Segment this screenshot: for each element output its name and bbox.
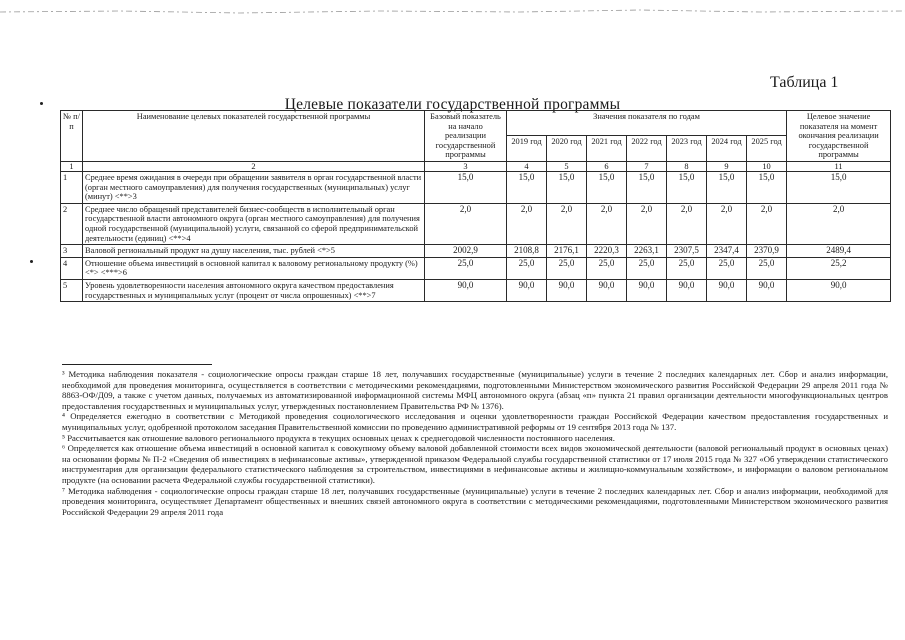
year-value: 25,0	[667, 257, 707, 279]
year-value: 2347,4	[707, 245, 747, 258]
target-value: 2489,4	[787, 245, 891, 258]
target-value: 90,0	[787, 279, 891, 301]
year-value: 25,0	[707, 257, 747, 279]
column-index: 1	[61, 161, 83, 171]
year-value: 2,0	[707, 203, 747, 244]
header-year: 2020 год	[547, 136, 587, 161]
table-row	[61, 257, 891, 279]
year-value: 2,0	[627, 203, 667, 244]
year-value: 15,0	[547, 171, 587, 203]
header-year: 2024 год	[707, 136, 747, 161]
base-value: 25,0	[425, 257, 507, 279]
header-no: № п/п	[61, 111, 83, 162]
column-index: 5	[547, 161, 587, 171]
table-row	[61, 203, 891, 244]
document-title: Целевые показатели государственной программы	[284, 96, 621, 113]
header-name: Наименование целевых показателей государственной программы	[83, 111, 425, 162]
header-year: 2022 год	[627, 136, 667, 161]
year-value: 90,0	[547, 279, 587, 301]
year-value: 2,0	[587, 203, 627, 244]
header-year: 2021 год	[587, 136, 627, 161]
column-index: 10	[747, 161, 787, 171]
target-value: 2,0	[787, 203, 891, 244]
indicator-name: Среднее время ожидания в очереди при обращении заявителя в орган государственной власти (орган местного самоуправления) для получения государственных (муниципальных) услуг (минут) <**>3	[83, 171, 425, 203]
base-value: 2002,9	[425, 245, 507, 258]
year-value: 15,0	[707, 171, 747, 203]
year-value: 2263,1	[627, 245, 667, 258]
year-value: 90,0	[507, 279, 547, 301]
footnote-6: ⁶ Определяется как отношение объема инвестиций в основной капитал к совокупному объему валовой добавленной стоимости всех видов экономической деятельности (валовой региональный продукт в основных ценах) на основании формы № П-2 «Сведения об инвестициях в нефинансовые активы», утвержденной приказом Федеральной службы государственной статистики от 17 июля 2015 года № 327 «Об утверждении статистического инструментария для организации федерального статистического наблюдения за строительством, инвестициями в нефинансовые активы и жилищно-коммунальным хозяйством», и информации о валовом региональном продукте (на основании расчета Федеральной службы государственной статистики).	[62, 443, 888, 485]
year-value: 2,0	[507, 203, 547, 244]
year-value: 2,0	[547, 203, 587, 244]
indicator-name: Отношение объема инвестиций в основной капитал к валовому региональному продукту (%) <*> <***>6	[83, 257, 425, 279]
header-row	[61, 111, 891, 136]
table-label: Таблица 1	[770, 74, 839, 91]
base-value: 15,0	[425, 171, 507, 203]
year-value: 90,0	[707, 279, 747, 301]
year-value: 2108,8	[507, 245, 547, 258]
footnote-5: ⁵ Рассчитывается как отношение валового регионального продукта в текущих основных ценах к среднегодовой численности постоянного населения.	[62, 432, 615, 443]
year-value: 25,0	[547, 257, 587, 279]
year-value: 2370,9	[747, 245, 787, 258]
column-index: 2	[83, 161, 425, 171]
year-value: 2307,5	[667, 245, 707, 258]
footnote-3: ³ Методика наблюдения показателя - социологические опросы граждан старше 18 лет, получавших государственные (муниципальные) услуги в течение 2 последних календарных лет. Сбор и анализ информации, необходимой для проведения мониторинга, осуществляется в соответствии с методическими рекомендациями, подготовленными Министерством экономического развития Российской Федерации 29 апреля 2011 года № 8863-ОФ/Д09, а также с учетом данных, получаемых из автоматизированной информационной системы МФЦ автономного округа (абзац «п» пункта 21 правил организации деятельности многофункциональных центров предоставления государственных и муниципальных услуг, утвержденных постановлением Правительства РФ № 1376).	[62, 369, 888, 411]
header-by-years: Значения показателя по годам	[507, 111, 787, 136]
column-index: 9	[707, 161, 747, 171]
column-index: 4	[507, 161, 547, 171]
year-value: 25,0	[627, 257, 667, 279]
year-value: 25,0	[587, 257, 627, 279]
column-index: 6	[587, 161, 627, 171]
row-number: 5	[61, 279, 83, 301]
year-value: 15,0	[667, 171, 707, 203]
year-value: 2176,1	[547, 245, 587, 258]
header-year: 2025 год	[747, 136, 787, 161]
table-row	[61, 245, 891, 258]
year-value: 90,0	[667, 279, 707, 301]
scan-speck	[30, 260, 33, 263]
footnotes-section	[62, 364, 888, 517]
row-number: 3	[61, 245, 83, 258]
year-value: 2,0	[747, 203, 787, 244]
header-year: 2019 год	[507, 136, 547, 161]
header-base: Базовый показатель на начало реализации государственной программы	[425, 111, 507, 162]
base-value: 2,0	[425, 203, 507, 244]
year-value: 25,0	[507, 257, 547, 279]
year-value: 2220,3	[587, 245, 627, 258]
row-number: 1	[61, 171, 83, 203]
year-value: 15,0	[627, 171, 667, 203]
year-value: 2,0	[667, 203, 707, 244]
footnote-4: ⁴ Определяется ежегодно в соответствии с Методикой проведения социологического исследования и оценки удовлетворенности граждан Российской Федерации качеством предоставления государственных и муниципальных услуг, одобренной протоколом заседания Правительственной комиссии по проведению административной реформы от 19 сентября 2013 года № 137.	[62, 411, 888, 432]
year-value: 90,0	[627, 279, 667, 301]
year-value: 15,0	[507, 171, 547, 203]
footnote-7: ⁷ Методика наблюдения - социологические опросы граждан старше 18 лет, получавших государственные (муниципальные) услуги в течение 2 последних календарных лет. Сбор и анализ информации, необходимой для проведения мониторинга, осуществляет Департамент общественных и внешних связей автономного округа в соответствии с методическими рекомендациями, подготовленными Министерством экономического развития Российской Федерации 29 апреля 2011 года	[62, 485, 888, 517]
target-value: 15,0	[787, 171, 891, 203]
year-value: 15,0	[747, 171, 787, 203]
indicator-name: Уровень удовлетворенности населения автономного округа качеством предоставления государственных и муниципальных услуг (процент от числа опрошенных) <**>7	[83, 279, 425, 301]
header-target: Целевое значение показателя на момент окончания реализации государственной программы	[787, 111, 891, 162]
row-number: 2	[61, 203, 83, 244]
indicator-name: Валовой региональный продукт на душу населения, тыс. рублей <*>5	[83, 245, 425, 258]
footnote-divider	[62, 364, 212, 365]
year-value: 25,0	[747, 257, 787, 279]
column-index: 8	[667, 161, 707, 171]
header-year: 2023 год	[667, 136, 707, 161]
column-index-row	[61, 161, 891, 171]
base-value: 90,0	[425, 279, 507, 301]
target-value: 25,2	[787, 257, 891, 279]
table-row	[61, 171, 891, 203]
year-value: 90,0	[747, 279, 787, 301]
row-number: 4	[61, 257, 83, 279]
column-index: 7	[627, 161, 667, 171]
table-row	[61, 279, 891, 301]
indicator-name: Среднее число обращений представителей бизнес-сообществ в исполнительный орган государственной власти автономного округа (орган местного самоуправления) для получения одной государственной (муниципальной) услуги, связанной со сферой предпринимательской деятельности (единиц) <**>4	[83, 203, 425, 244]
year-value: 15,0	[587, 171, 627, 203]
scan-artifact-line	[0, 6, 905, 16]
year-value: 90,0	[587, 279, 627, 301]
column-index: 11	[787, 161, 891, 171]
target-indicators-table	[60, 110, 891, 302]
column-index: 3	[425, 161, 507, 171]
